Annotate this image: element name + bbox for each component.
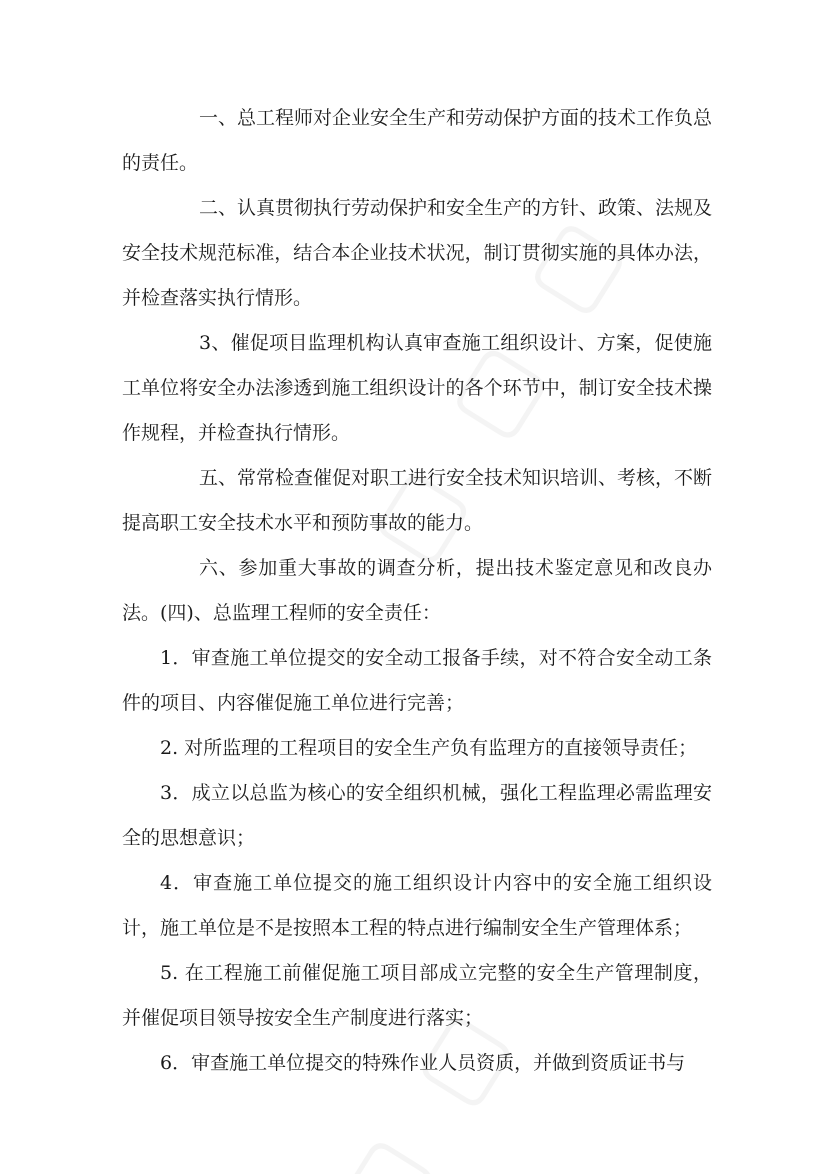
paragraph-4: 五、常常检查催促对职工进行安全技术知识培训、考核，不断提高职工安全技术水平和预防事故的能力。 — [122, 467, 713, 534]
list-item-5: 5. 在工程施工前催促施工项目部成立完整的安全生产管理制度，并催促项目领导按安全生产制度进行落实； — [122, 962, 712, 1029]
paragraph-5: 六、参加重大事故的调查分析，提出技术鉴定意见和改良办法。(四)、总监理工程师的安全责任： — [122, 557, 712, 624]
paragraph-2: 二、认真贯彻执行劳动保护和安全生产的方针、政策、法规及安全技术规范标准，结合本企业技术状况，制订贯彻实施的具体办法，并检查落实执行情形。 — [122, 197, 713, 309]
list-item-1: 1．审查施工单位提交的安全动工报备手续，对不符合安全动工条件的项目、内容催促施工单位进行完善； — [122, 647, 712, 714]
list-item-2: 2. 对所监理的工程项目的安全生产负有监理方的直接领导责任； — [160, 737, 698, 759]
list-item-3: 3．成立以总监为核心的安全组织机械，强化工程监理必需监理安全的思想意识； — [122, 782, 712, 849]
list-item-4: 4．审查施工单位提交的施工组织设计内容中的安全施工组织设计，施工单位是不是按照本工程的特点进行编制安全生产管理体系； — [122, 872, 712, 939]
paragraph-3: 3、催促项目监理机构认真审查施工组织设计、方案，促使施工单位将安全办法渗透到施工组织设计的各个环节中，制订安全技术操作规程，并检查执行情形。 — [122, 332, 712, 444]
paragraph-1: 一、总工程师对企业安全生产和劳动保护方面的技术工作负总的责任。 — [122, 107, 713, 174]
document-body — [122, 96, 712, 1086]
list-item-6: 6．审查施工单位提交的特殊作业人员资质，并做到资质证书与 — [160, 1052, 686, 1074]
